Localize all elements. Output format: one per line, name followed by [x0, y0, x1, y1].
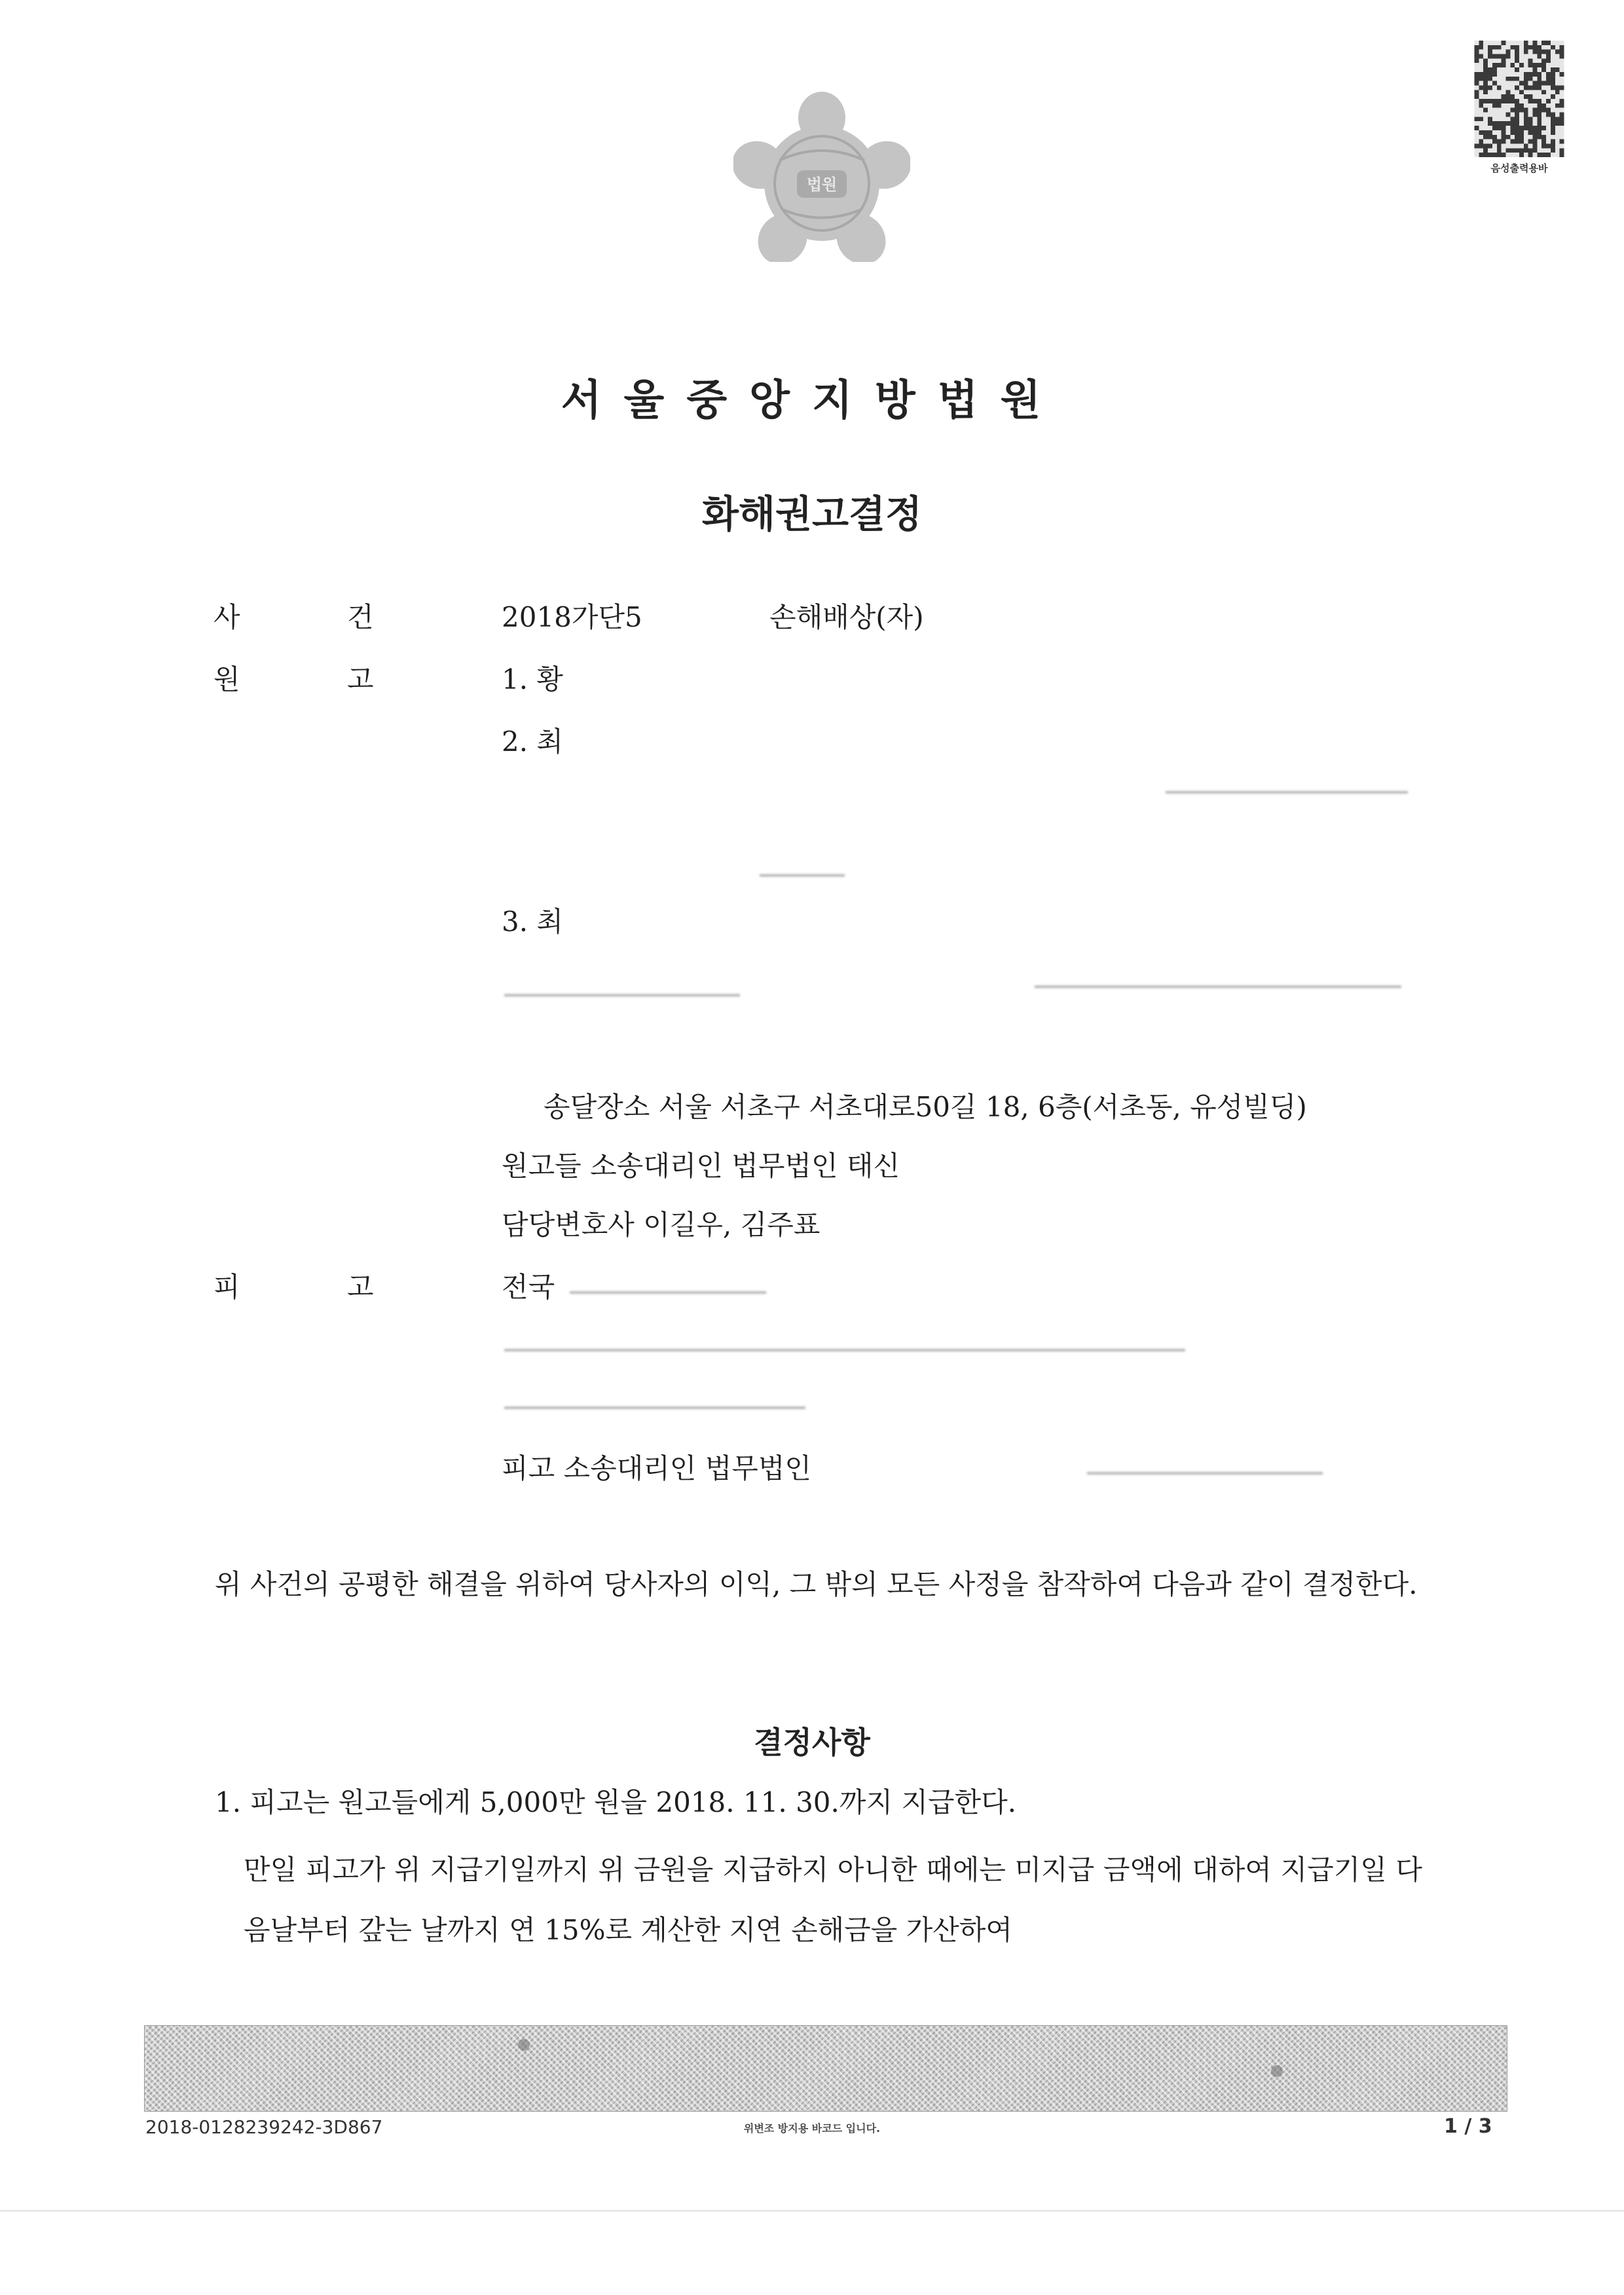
seal-label: 법원	[806, 175, 838, 194]
qr-caption: 음성출력용바	[1490, 162, 1548, 174]
defendant-label-a: 피	[213, 1271, 240, 1303]
decision-item-1: 1. 피고는 원고들에게 5,000만 원을 2018. 11. 30.까지 지급한다.	[215, 1786, 1017, 1818]
plaintiff-label-a: 원	[213, 663, 240, 695]
decision-item-1-continued: 만일 피고가 위 지급기일까지 위 금원을 지급하지 아니한 때에는 미지급 금액에 대하여 지급기일 다음날부터 갚는 날까지 연 15%로 계산한 지연 손해금을 가산하여	[244, 1854, 1422, 1946]
plaintiff-service-address: 송달장소 서울 서초구 서초대로50길 18, 6층(서초동, 유성빌딩)	[544, 1091, 1307, 1123]
body-paragraph: 위 사건의 공평한 해결을 위하여 당사자의 이익, 그 밖의 모든 사정을 참작하여 다음과 같이 결정한다.	[215, 1568, 1418, 1600]
court-name: 서울중앙지방법원	[561, 376, 1063, 425]
defendant-counsel: 피고 소송대리인 법무법인	[502, 1452, 811, 1484]
court-seal-icon	[733, 92, 910, 262]
plaintiff-attorneys: 담당변호사 이길우, 김주표	[502, 1209, 821, 1241]
barcode-note: 위변조 방지용 바코드 입니다.	[743, 2122, 881, 2135]
plaintiff-item-1: 1. 황	[502, 663, 563, 695]
scan-edge-line	[0, 2210, 1624, 2212]
plaintiff-item-2: 2. 최	[502, 725, 563, 758]
plaintiff-label-b: 고	[347, 663, 374, 695]
case-name: 손해배상(자)	[769, 601, 924, 633]
band-mark	[518, 2039, 530, 2051]
document-id: 2018-0128239242-3D867	[145, 2116, 383, 2138]
case-number: 2018가단5	[502, 601, 642, 633]
redaction-smudge	[1087, 1472, 1323, 1475]
redaction-smudge	[760, 874, 845, 877]
band-mark	[1271, 2065, 1283, 2077]
case-label-a: 사	[213, 601, 240, 633]
redaction-smudge	[504, 1349, 1185, 1351]
redaction-smudge	[504, 1406, 805, 1409]
defendant-label-b: 고	[347, 1271, 374, 1303]
redaction-smudge	[1035, 985, 1401, 988]
page-number: 1 / 3	[1444, 2115, 1492, 2138]
plaintiff-item-3: 3. 최	[502, 906, 563, 938]
anti-forgery-barcode	[144, 2025, 1507, 2112]
redaction-smudge	[504, 994, 740, 997]
case-label-b: 건	[347, 601, 374, 633]
defendant-name: 전국	[502, 1271, 555, 1303]
redaction-smudge	[570, 1291, 766, 1294]
qr-code-icon	[1473, 41, 1565, 157]
document-title: 화해권고결정	[701, 492, 923, 536]
decision-items-heading: 결정사항	[754, 1725, 870, 1760]
redaction-smudge	[1166, 791, 1408, 794]
plaintiff-counsel: 원고들 소송대리인 법무법인 태신	[502, 1150, 900, 1182]
